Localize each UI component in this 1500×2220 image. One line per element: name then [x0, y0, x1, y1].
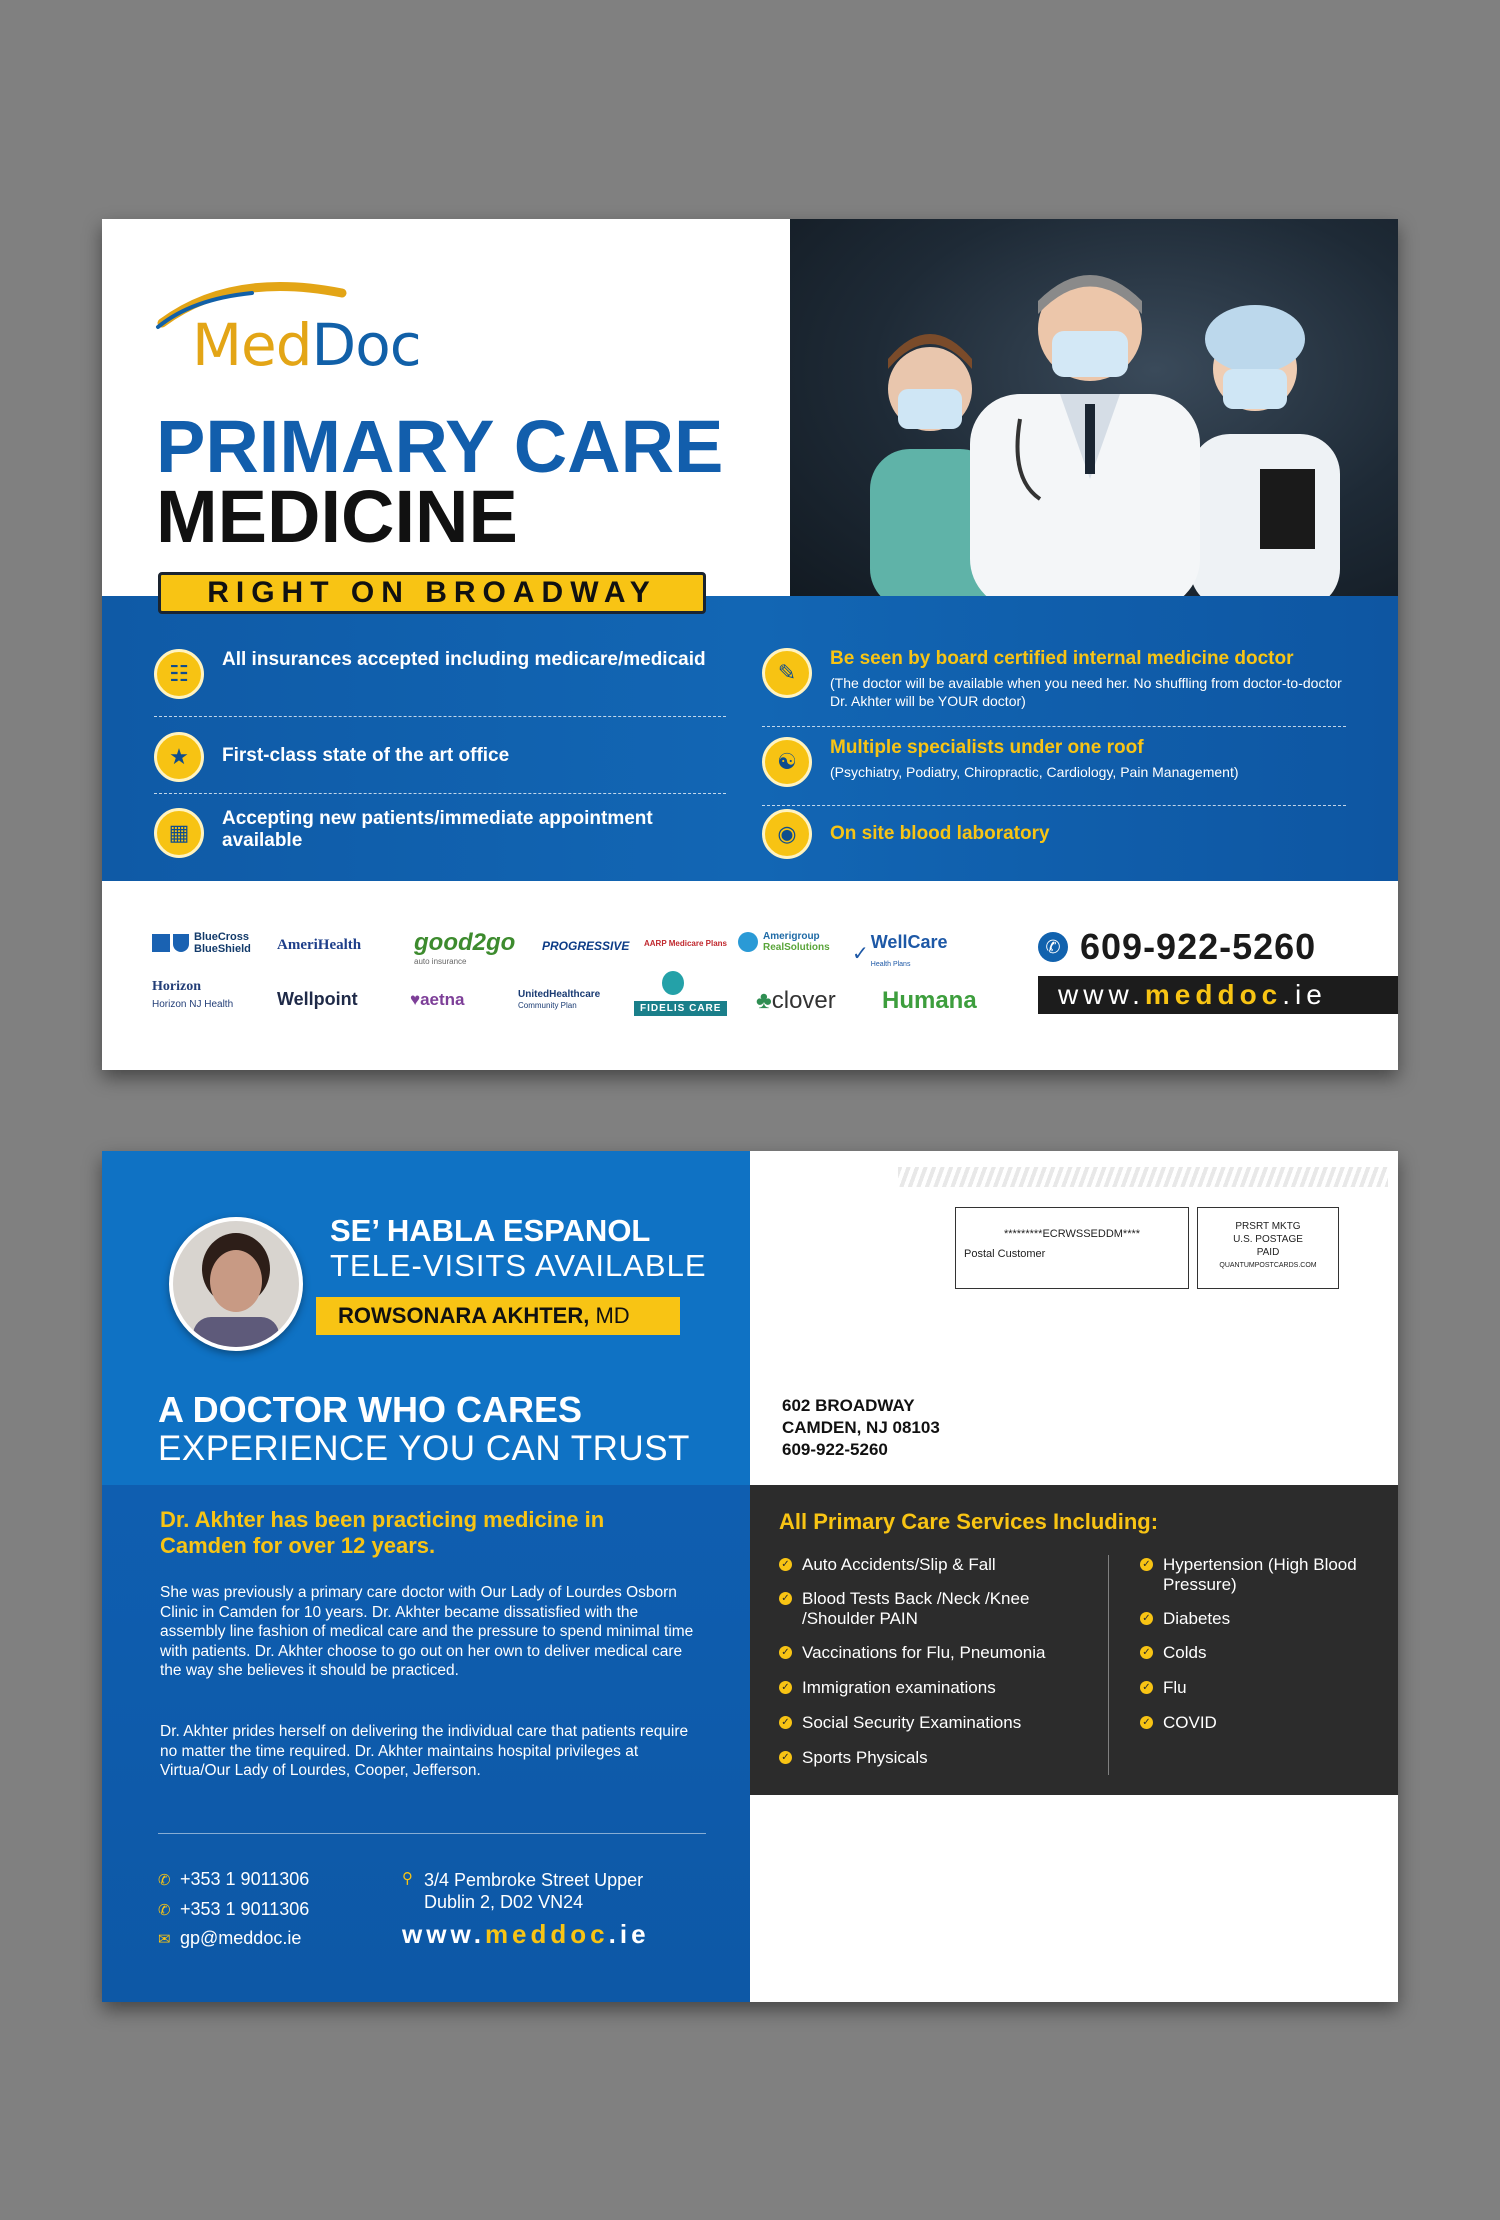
certificate-icon: ✎: [762, 648, 812, 698]
permit-line: QUANTUMPOSTCARDS.COM: [1219, 1262, 1317, 1269]
contact-email[interactable]: ✉ gp@meddoc.ie: [158, 1928, 302, 1948]
feature-insurances: [154, 649, 714, 699]
logo-horizon: Horizon: [152, 979, 201, 994]
contact-address: ⚲ 3/4 Pembroke Street Upper Dublin 2, D02 VN24: [402, 1870, 644, 1912]
feature-text: First-class state of the art office: [222, 745, 510, 766]
recipient-box: [955, 1207, 1189, 1289]
divider: [762, 805, 1346, 806]
wellcare-swoosh-icon: ✓: [852, 943, 869, 965]
front-phone-number: 609-922-5260: [1080, 926, 1317, 967]
divider: [154, 793, 726, 794]
meddoc-logo: [152, 271, 442, 381]
check-icon: ✓: [1140, 1681, 1153, 1694]
front-phone[interactable]: [1038, 926, 1316, 968]
tele-visits-heading: TELE-VISITS AVAILABLE: [330, 1248, 707, 1283]
check-icon: ✓: [779, 1751, 792, 1764]
permit-line: U.S. POSTAGE: [1233, 1234, 1303, 1245]
tagline-banner: RIGHT ON BROADWAY: [158, 572, 706, 614]
check-icon: ✓: [1140, 1646, 1153, 1659]
check-icon: ✓: [1140, 1612, 1153, 1625]
bio-paragraph-2: Dr. Akhter prides herself on delivering the individual care that patients require no matter the time required. Dr. Akhter maintains hospital privileges at Virtua/Our Lady of Lourdes, Cooper, Jefferson.: [160, 1723, 689, 1779]
postal-barcode-stripes: [898, 1167, 1388, 1187]
logo-wellcare: ✓ WellCare Health Plans: [852, 932, 948, 968]
award-star-icon: ★: [154, 732, 204, 782]
logo-amerigroup: Amerigroup RealSolutions: [738, 931, 830, 953]
check-icon: ✓: [779, 1716, 792, 1729]
service-item: ✓ Auto Accidents/Slip & Fall: [779, 1555, 1079, 1575]
heart-icon: ♥: [410, 990, 421, 1009]
services-divider: [1108, 1555, 1109, 1775]
logo-humana: Humana: [882, 987, 977, 1014]
postcard-front: [102, 219, 1398, 1070]
feature-board-certified: [762, 648, 1362, 710]
insurer-logos: [152, 919, 1092, 1049]
specialists-group-icon: ☯: [762, 737, 812, 787]
front-website-link[interactable]: www.meddoc.ie: [1038, 976, 1398, 1014]
logo-med: Med: [192, 311, 312, 379]
service-item: ✓ Diabetes: [1140, 1609, 1360, 1629]
experience-heading: EXPERIENCE YOU CAN TRUST: [158, 1429, 690, 1468]
logo-clover: ♣clover: [756, 987, 836, 1014]
permit-line: PAID: [1256, 1247, 1280, 1258]
contact-phone-2[interactable]: ✆ +353 1 9011306: [158, 1899, 310, 1919]
divider: [762, 726, 1346, 727]
headline-primary-care: PRIMARY CARE: [156, 405, 724, 488]
postal-customer: Postal Customer: [964, 1248, 1046, 1260]
return-address: 602 BROADWAY CAMDEN, NJ 08103 609-922-5260: [782, 1396, 940, 1459]
logo-bluecross: BlueCross BlueShield: [152, 931, 262, 955]
logo-amerihealth: AmeriHealth: [277, 937, 362, 953]
check-icon: ✓: [779, 1646, 792, 1659]
feature-blood-lab: [762, 809, 1362, 859]
service-item: ✓ Blood Tests Back /Neck /Knee /Shoulder PAIN: [779, 1589, 1079, 1629]
phone-icon: ✆: [158, 1901, 171, 1919]
phone-icon: ✆: [1038, 932, 1068, 962]
logo-unitedhealthcare: UnitedHealthcare Community Plan: [518, 989, 601, 1010]
feature-text: Be seen by board certified internal medicine doctor: [830, 648, 1294, 669]
service-item: ✓ Vaccinations for Flu, Pneumonia: [779, 1643, 1079, 1663]
doctor-avatar: [169, 1217, 303, 1351]
feature-text: On site blood laboratory: [830, 823, 1050, 844]
doctor-cares-heading: A DOCTOR WHO CARES: [158, 1389, 583, 1430]
feature-office: [154, 732, 714, 782]
feature-text: Accepting new patients/immediate appointment available: [222, 808, 653, 851]
bcbs-cross-icon: [152, 934, 170, 952]
headline-medicine: MEDICINE: [156, 475, 518, 558]
feature-subtext: (The doctor will be available when you need her. No shuffling from doctor-to-doctor Dr. Akhter will be YOUR doctor): [830, 675, 1342, 709]
check-icon: ✓: [779, 1592, 792, 1605]
phone-icon: ✆: [158, 1871, 171, 1889]
logo-good2go-sub: auto insurance: [414, 957, 467, 966]
service-item: ✓ Colds: [1140, 1643, 1360, 1663]
clover-icon: ♣: [756, 987, 772, 1014]
logo-wellpoint: Wellpoint: [277, 989, 358, 1009]
contact-phone-1[interactable]: ✆ +353 1 9011306: [158, 1869, 310, 1889]
logo-fidelis-care: FIDELIS CARE: [634, 1001, 727, 1016]
logo-doc: Doc: [311, 311, 421, 379]
logo-aarp: AARP Medicare Plans: [644, 939, 727, 948]
postage-indicia: [1197, 1207, 1339, 1289]
service-item: ✓ COVID: [1140, 1713, 1360, 1733]
service-item: ✓ Immigration examinations: [779, 1678, 1079, 1698]
fidelis-emblem-icon: [662, 971, 684, 995]
practice-statement: Dr. Akhter has been practicing medicine in Camden for over 12 years.: [160, 1507, 605, 1558]
blood-drop-icon: ◉: [762, 809, 812, 859]
logo-good2go: good2go: [414, 929, 516, 956]
feature-new-patients: [154, 808, 714, 858]
amerigroup-globe-icon: [738, 932, 758, 952]
envelope-icon: ✉: [158, 1930, 171, 1948]
check-icon: ✓: [779, 1681, 792, 1694]
check-icon: ✓: [1140, 1716, 1153, 1729]
bio-paragraph-1: She was previously a primary care doctor with Our Lady of Lourdes Osborn Clinic in Camden for 10 years. Dr. Akhter became dissatisfied with the assembly line fashion of medical care and the pressure to spend minimal time with patients. Dr. Akhter choose to go out on her own to deliver medical care the way she believes it should be practiced.: [160, 1584, 694, 1679]
spanish-spoken-heading: SE’ HABLA ESPANOL: [330, 1213, 651, 1248]
service-item: ✓ Sports Physicals: [779, 1748, 1079, 1768]
bcbs-shield-icon: [173, 934, 189, 952]
check-icon: ✓: [1140, 1558, 1153, 1571]
divider: [154, 716, 726, 717]
calendar-icon: ▦: [154, 808, 204, 858]
service-item: ✓ Hypertension (High Blood Pressure): [1140, 1555, 1360, 1595]
ecrwss-line: *********ECRWSSEDDM****: [1003, 1228, 1141, 1240]
doctors-photo: [790, 219, 1398, 596]
logo-progressive: PROGRESSIVE: [542, 939, 630, 953]
logo-aetna: ♥aetna: [410, 990, 465, 1009]
feature-text: All insurances accepted including medicare/medicaid: [222, 649, 706, 670]
insurance-card-icon: ☷: [154, 649, 204, 699]
feature-text: Multiple specialists under one roof: [830, 737, 1144, 758]
postcard-back: [102, 1151, 1398, 2002]
permit-line: PRSRT MKTG: [1235, 1221, 1301, 1232]
doctor-name-banner: ROWSONARA AKHTER, MD: [316, 1297, 680, 1335]
service-item: ✓ Flu: [1140, 1678, 1360, 1698]
service-item: ✓ Social Security Examinations: [779, 1713, 1079, 1733]
logo-horizon-sub: Horizon NJ Health: [152, 999, 234, 1010]
back-website-link[interactable]: www.meddoc.ie: [402, 1919, 650, 1949]
feature-specialists: [762, 737, 1362, 787]
services-title: All Primary Care Services Including:: [779, 1509, 1159, 1534]
check-icon: ✓: [779, 1558, 792, 1571]
divider: [158, 1833, 706, 1834]
feature-subtext: (Psychiatry, Podiatry, Chiropractic, Cardiology, Pain Management): [830, 764, 1239, 780]
location-pin-icon: ⚲: [402, 1870, 413, 1887]
